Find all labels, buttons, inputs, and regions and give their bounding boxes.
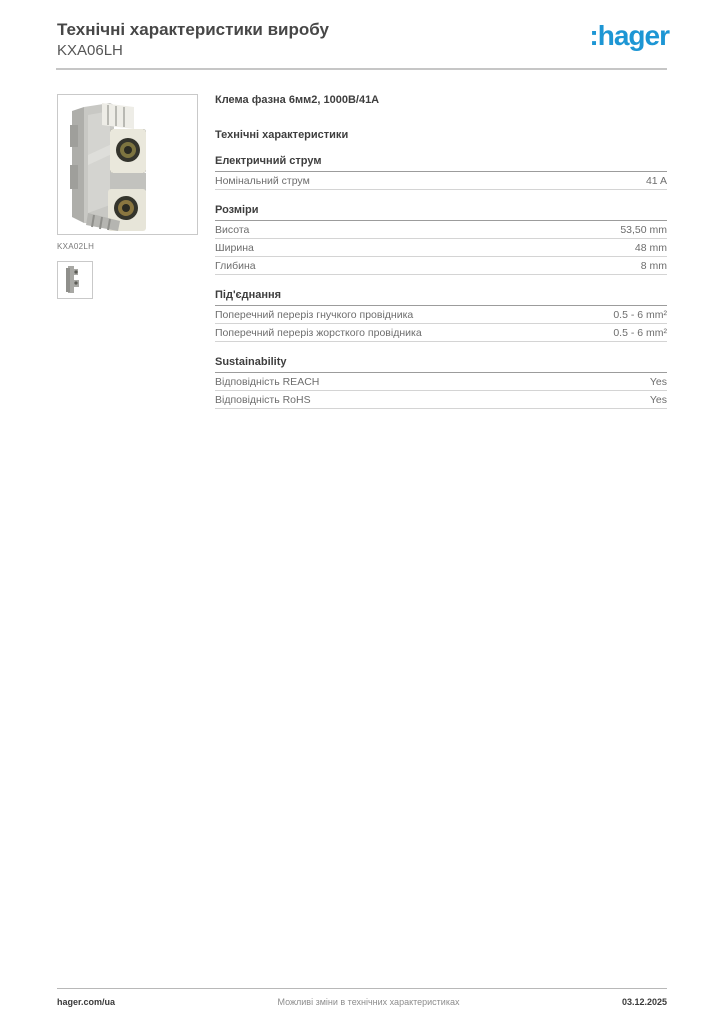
spec-value: Yes xyxy=(649,394,667,406)
spec-label: Номінальний струм xyxy=(215,175,310,187)
spec-row xyxy=(215,324,667,342)
spec-label: Висота xyxy=(215,224,250,236)
spec-row xyxy=(215,257,667,275)
spec-value: 8 mm xyxy=(640,260,667,272)
spec-value: 41 A xyxy=(645,175,667,187)
spec-row xyxy=(215,172,667,190)
page-title: Технічні характеристики виробу xyxy=(57,20,329,39)
section-title: Електричний струм xyxy=(215,155,667,172)
spec-value: 48 mm xyxy=(634,242,667,254)
spec-value: 0.5 - 6 mm² xyxy=(613,309,667,321)
section-title: Під'єднання xyxy=(215,289,667,306)
terminal-block-photo xyxy=(58,221,197,235)
spec-label: Ширина xyxy=(215,242,254,254)
section-dimensions xyxy=(215,204,667,275)
section-electrical xyxy=(215,155,667,190)
section-title: Sustainability xyxy=(215,356,667,373)
product-image-panel xyxy=(57,94,198,299)
product-code: KXA06LH xyxy=(57,42,123,59)
spec-row xyxy=(215,391,667,409)
spec-value: 0.5 - 6 mm² xyxy=(613,327,667,339)
section-title: Розміри xyxy=(215,204,667,221)
spec-label: Відповідність RoHS xyxy=(215,394,311,406)
spec-value: 53,50 mm xyxy=(620,224,667,236)
spec-heading: Технічні характеристики xyxy=(215,129,349,141)
footer xyxy=(57,997,667,1007)
spec-panel xyxy=(215,94,667,409)
image-caption: KXA02LH xyxy=(57,242,95,251)
spec-label: Відповідність REACH xyxy=(215,376,320,388)
spec-label: Поперечний переріз жорсткого провідника xyxy=(215,327,422,339)
hager-logo: :hager xyxy=(589,20,669,51)
terminal-block-side-view-icon xyxy=(58,285,92,302)
spec-row xyxy=(215,221,667,239)
header-divider xyxy=(56,68,667,70)
spec-label: Поперечний переріз гнучкого провідника xyxy=(215,309,414,321)
spec-row xyxy=(215,306,667,324)
product-description: Клема фазна 6мм2, 1000В/41А xyxy=(215,94,380,106)
footer-disclaimer: Можливі зміни в технічних характеристиках xyxy=(277,997,460,1007)
footer-divider xyxy=(57,988,667,989)
spec-row xyxy=(215,239,667,257)
spec-value: Yes xyxy=(649,376,667,388)
spec-label: Глибина xyxy=(215,260,256,272)
footer-website-link[interactable]: hager.com/ua xyxy=(57,997,116,1007)
spec-row xyxy=(215,373,667,391)
thumbnail-frame xyxy=(57,261,93,299)
footer-date: 03.12.2025 xyxy=(621,997,667,1007)
section-connection xyxy=(215,289,667,342)
product-photo-frame xyxy=(57,94,198,235)
section-sustainability xyxy=(215,356,667,409)
